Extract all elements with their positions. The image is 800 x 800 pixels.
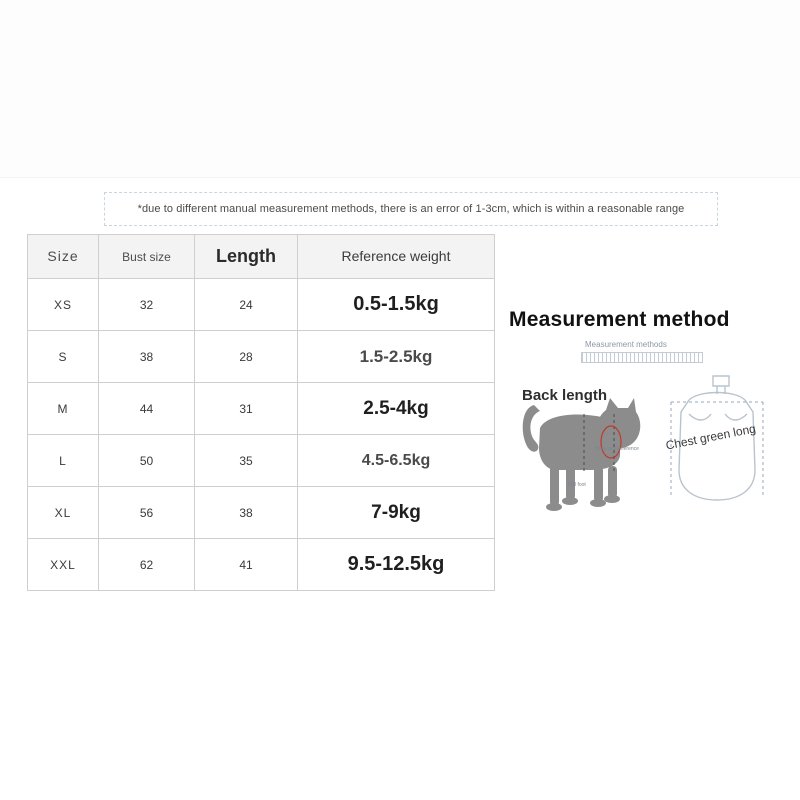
- cell-weight-value: 0.5-1.5kg: [353, 293, 439, 315]
- measurement-method-subtitle: Measurement methods: [585, 340, 667, 349]
- chest-length-label: Chest green long: [664, 421, 757, 453]
- cell-length-value: 35: [239, 453, 253, 468]
- cell-weight: [298, 383, 495, 435]
- cell-weight: [298, 539, 495, 591]
- cell-length: [195, 539, 298, 591]
- cell-bust: [99, 383, 195, 435]
- back-circumference-micro-label: Back circumference: [595, 446, 639, 452]
- column-header-bust-label: Bust size: [122, 249, 171, 264]
- table-body: [28, 279, 495, 591]
- cell-size-value: XXL: [50, 557, 76, 572]
- cell-size-value: L: [59, 453, 67, 468]
- cell-length: [195, 279, 298, 331]
- cell-weight: [298, 487, 495, 539]
- column-header-reference-weight-label: Reference weight: [341, 247, 451, 264]
- table-row: [28, 539, 495, 591]
- column-header-size: [28, 235, 99, 279]
- table-header-row: [28, 235, 495, 279]
- cell-bust: [99, 331, 195, 383]
- table-row: [28, 435, 495, 487]
- cell-size: [28, 435, 99, 487]
- cell-size: [28, 331, 99, 383]
- cell-bust: [99, 279, 195, 331]
- cell-bust-value: 62: [139, 557, 154, 572]
- cell-length: [195, 331, 298, 383]
- cell-size-value: S: [58, 349, 68, 364]
- cell-length-value: 41: [239, 557, 253, 572]
- foot-micro-label: Full foot: [568, 482, 586, 488]
- table-row: [28, 331, 495, 383]
- table-row: [28, 487, 495, 539]
- cell-bust: [99, 435, 195, 487]
- cell-length: [195, 435, 298, 487]
- cell-size: [28, 539, 99, 591]
- cell-weight: [298, 279, 495, 331]
- column-header-reference-weight: [298, 235, 495, 279]
- cell-weight: [298, 331, 495, 383]
- measurement-method-title: Measurement method: [509, 308, 730, 331]
- column-header-length: [195, 235, 298, 279]
- size-chart-table: [27, 234, 495, 591]
- table-header: [28, 235, 495, 279]
- table-row: [28, 279, 495, 331]
- cell-size-value: XL: [54, 505, 72, 520]
- column-header-length-label: Length: [216, 246, 276, 266]
- cell-weight-value: 2.5-4kg: [363, 397, 429, 419]
- back-length-label: Back length: [522, 387, 608, 404]
- top-blank-band: [0, 0, 800, 178]
- cell-length-value: 28: [239, 349, 253, 364]
- table-row: [28, 383, 495, 435]
- cell-bust: [99, 487, 195, 539]
- measurement-method-panel: [505, 300, 785, 540]
- measurement-error-note: [104, 192, 718, 226]
- cell-length: [195, 487, 298, 539]
- cell-bust-value: 38: [139, 349, 154, 364]
- cell-size: [28, 383, 99, 435]
- cell-bust-value: 50: [139, 453, 154, 468]
- column-header-size-label: Size: [47, 247, 79, 264]
- cell-length-value: 24: [239, 297, 253, 312]
- cell-bust-value: 44: [139, 401, 154, 416]
- cell-length-value: 38: [239, 505, 253, 520]
- cell-weight-value: 1.5-2.5kg: [359, 346, 433, 366]
- column-header-bust: [99, 235, 195, 279]
- cell-weight: [298, 435, 495, 487]
- cell-size: [28, 279, 99, 331]
- cell-length: [195, 383, 298, 435]
- cell-weight-value: 9.5-12.5kg: [347, 553, 445, 575]
- note-text: *due to different manual measurement methods, there is an error of 1-3cm, which is within a reasonable range: [137, 203, 685, 215]
- cell-size-value: M: [57, 401, 69, 416]
- cell-weight-value: 7-9kg: [371, 501, 421, 523]
- cell-bust-value: 32: [139, 297, 154, 312]
- ruler-icon: [581, 352, 703, 363]
- cell-bust-value: 56: [139, 505, 154, 520]
- cell-weight-value: 4.5-6.5kg: [361, 451, 431, 469]
- cell-bust: [99, 539, 195, 591]
- cell-size-value: XS: [53, 297, 72, 312]
- cell-length-value: 31: [239, 401, 253, 416]
- cell-size: [28, 487, 99, 539]
